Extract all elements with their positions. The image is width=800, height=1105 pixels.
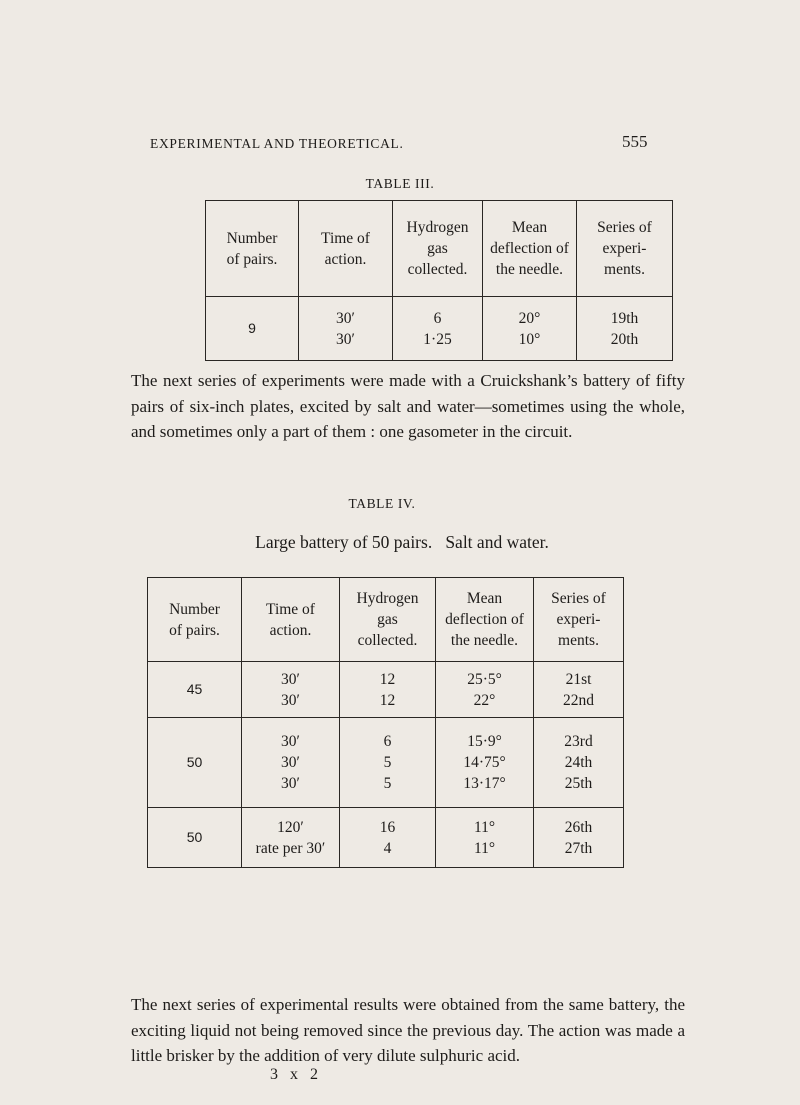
running-head: EXPERIMENTAL AND THEORETICAL.: [150, 136, 404, 151]
time-cell: 30′ 30′: [299, 297, 393, 361]
paragraph-2: The next series of experimental results were obtained from the same battery, the exciting liquid not being removed since the previous day. The action was made a little brisker by the addition of very dilute sulphuric acid.: [131, 995, 685, 1065]
pairs-cell: 45: [148, 662, 242, 718]
table-3-header-cell: Number of pairs.: [206, 201, 299, 297]
deflection-cell: 20° 10°: [483, 297, 577, 361]
table-3-header-cell: Series of experi- ments.: [577, 201, 673, 297]
table-row: [148, 662, 624, 718]
time-cell: 30′ 30′: [242, 662, 340, 718]
table-4-header-cell: Hydrogen gas collected.: [340, 578, 436, 662]
table-3-header-cell: Hydrogen gas collected.: [393, 201, 483, 297]
series-cell: 21st 22nd: [534, 662, 624, 718]
table-row: [206, 297, 673, 361]
table-4-header-row: [148, 578, 624, 662]
table-4-title: TABLE IV.: [348, 496, 416, 511]
gas-cell: 6 1·25: [393, 297, 483, 361]
pairs-cell: 50: [148, 808, 242, 868]
series-cell: 23rd 24th 25th: [534, 718, 624, 808]
table-4-header-cell: Series of experi- ments.: [534, 578, 624, 662]
series-cell: 19th 20th: [577, 297, 673, 361]
page-number: 555: [622, 132, 648, 151]
table-3-title: TABLE III.: [365, 176, 435, 191]
deflection-cell: 25·5° 22°: [436, 662, 534, 718]
table-4-header-cell: Mean deflection of the needle.: [436, 578, 534, 662]
gas-cell: 12 12: [340, 662, 436, 718]
time-cell: 120′ rate per 30′: [242, 808, 340, 868]
table-4-header-cell: Time of action.: [242, 578, 340, 662]
table-3-header-cell: Mean deflection of the needle.: [483, 201, 577, 297]
gas-cell: 16 4: [340, 808, 436, 868]
series-cell: 26th 27th: [534, 808, 624, 868]
deflection-cell: 15·9° 14·75° 13·17°: [436, 718, 534, 808]
table-3-header-cell: Time of action.: [299, 201, 393, 297]
pairs-cell: 9: [206, 297, 299, 361]
deflection-cell: 11° 11°: [436, 808, 534, 868]
pairs-cell: 50: [148, 718, 242, 808]
table-4-header-cell: Number of pairs.: [148, 578, 242, 662]
paragraph-1: The next series of experiments were made with a Cruickshank’s battery of fifty pairs of six-inch plates, excited by salt and water—sometimes using the whole, and sometimes only a part of them : one gasometer in the circuit.: [131, 371, 685, 441]
signature-mark: 3 x 2: [270, 1066, 322, 1083]
table-4: [147, 577, 624, 868]
time-cell: 30′ 30′ 30′: [242, 718, 340, 808]
table-3-header-row: [206, 201, 673, 297]
table-3: [205, 200, 673, 361]
table-row: [148, 808, 624, 868]
table-4-caption: Large battery of 50 pairs. Salt and water.: [255, 532, 549, 552]
table-row: [148, 718, 624, 808]
gas-cell: 6 5 5: [340, 718, 436, 808]
